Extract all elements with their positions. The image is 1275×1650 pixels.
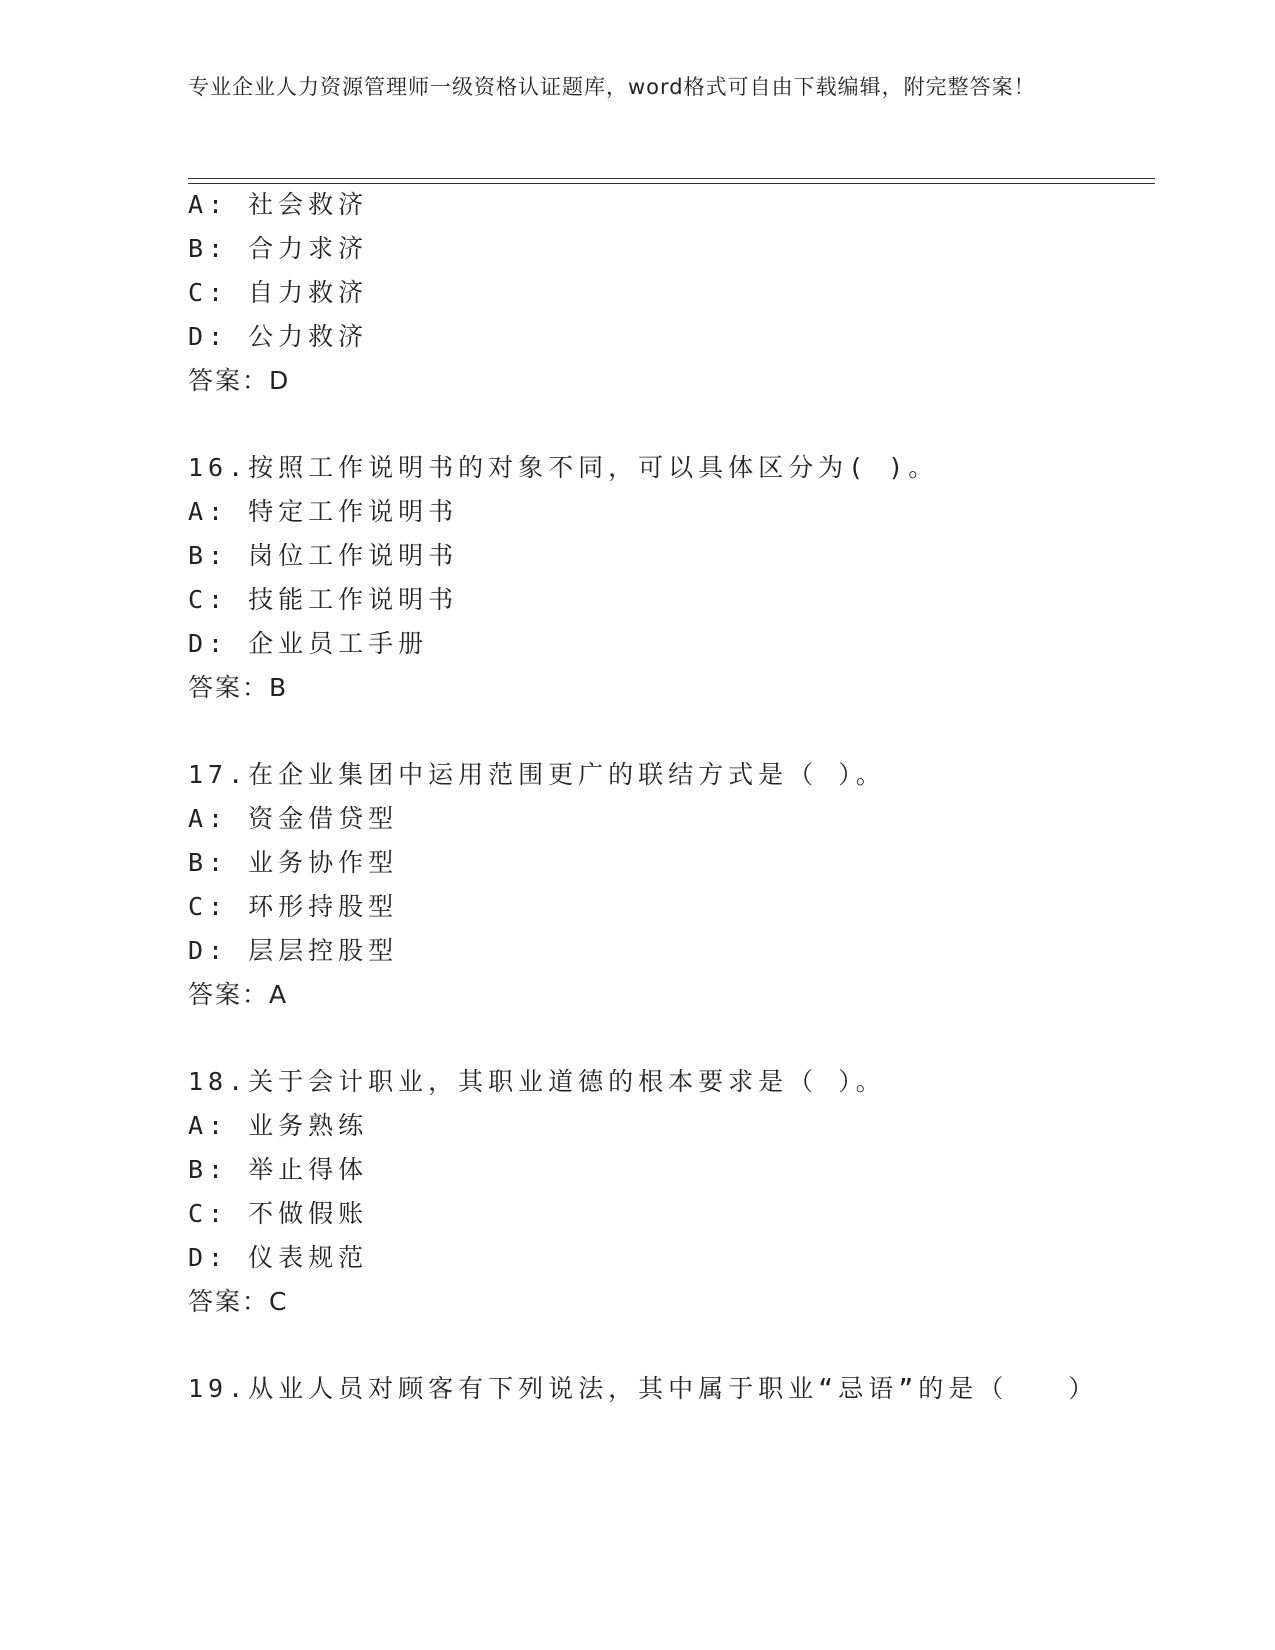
document-header: 专业企业人力资源管理师一级资格认证题库，word格式可自由下载编辑，附完整答案！: [188, 75, 1036, 99]
q17-answer: 答案：A: [188, 980, 289, 1009]
q16-option-b: B: 岗位工作说明书: [188, 541, 459, 570]
q17-option-b: B: 业务协作型: [188, 848, 399, 877]
q15-option-d: D: 公力救济: [188, 322, 369, 351]
q17-option-d: D: 层层控股型: [188, 936, 399, 965]
q18-option-c: C: 不做假账: [188, 1199, 369, 1228]
q16-option-a: A: 特定工作说明书: [188, 497, 459, 526]
header-divider-top: [188, 178, 1155, 179]
q16-answer: 答案：B: [188, 673, 289, 702]
q16-option-d: D: 企业员工手册: [188, 629, 429, 658]
q17-option-a: A: 资金借贷型: [188, 804, 399, 833]
q15-answer: 答案：D: [188, 366, 291, 395]
q15-option-b: B: 合力求济: [188, 234, 369, 263]
q18-answer: 答案：C: [188, 1287, 289, 1316]
q16-stem: 16.按照工作说明书的对象不同，可以具体区分为( )。: [188, 453, 939, 482]
q18-stem: 18.关于会计职业，其职业道德的根本要求是（ ）。: [188, 1067, 886, 1096]
header-divider-bottom: [188, 183, 1155, 184]
q18-option-d: D: 仪表规范: [188, 1243, 369, 1272]
q17-option-c: C: 环形持股型: [188, 892, 399, 921]
q19-stem: 19.从业人员对顾客有下列说法，其中属于职业“忌语”的是（ ）: [188, 1374, 1099, 1403]
q16-option-c: C: 技能工作说明书: [188, 585, 459, 614]
q18-option-a: A: 业务熟练: [188, 1111, 369, 1140]
q15-option-c: C: 自力救济: [188, 278, 369, 307]
q17-stem: 17.在企业集团中运用范围更广的联结方式是（ ）。: [188, 760, 886, 789]
q18-option-b: B: 举止得体: [188, 1155, 369, 1184]
q15-option-a: A: 社会救济: [188, 190, 369, 219]
